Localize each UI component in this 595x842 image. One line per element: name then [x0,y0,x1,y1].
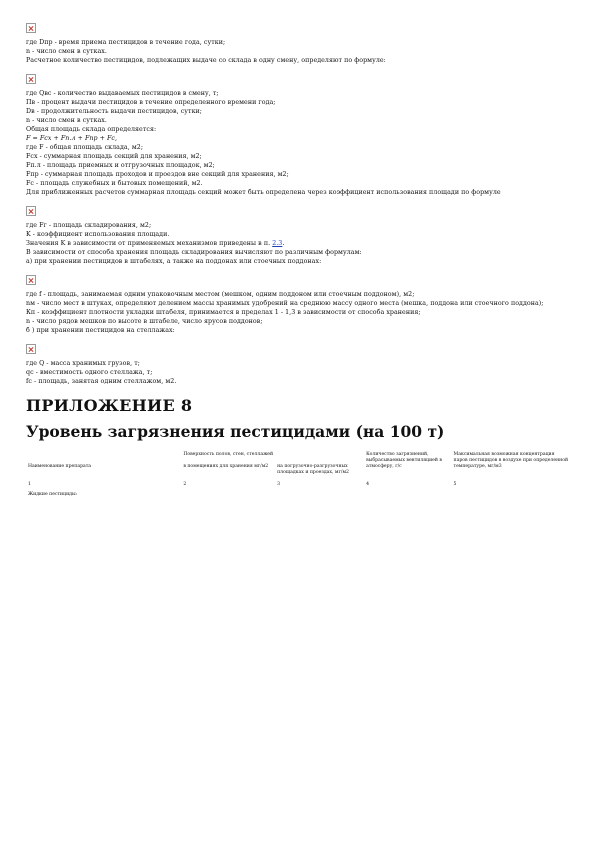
text-line: Расчетное количество пестицидов, подлежащих выдаче со склада в одну смену, определяют по формуле: [26,57,386,64]
broken-image-icon [26,275,36,285]
document-page [26,14,571,498]
broken-image-icon [26,206,36,216]
text-line: где Qвс - количество выдаваемых пестицидов в смену, т; [26,90,219,97]
text-line: Dв - продолжительность выдачи пестицидов, сутки; [26,108,202,115]
formula-image-4 [26,270,571,290]
text-line: K - коэффициент использования площади. [26,231,170,238]
table-cell: 5 [453,482,457,487]
text-line: n - число смен в сутках. [26,48,107,55]
table-cell: 4 [366,482,370,487]
table-header-cell [181,452,275,476]
text-line: Fп.л - площадь приемных и отгрузочных площадок, м2; [26,162,215,169]
formula-image-5 [26,339,571,359]
table-number-row [26,476,571,488]
formula-image-1 [26,18,571,38]
table-header-group: Поверхность полов, стен, стеллажей [183,452,274,457]
text-line: б ) при хранении пестицидов на стеллажах: [26,327,175,334]
table-cell: Жидкие пестициды: [28,492,78,497]
text-line: qс - вместимость одного стеллажа, т; [26,369,153,376]
text-line: Пв - процент выдачи пестицидов в течение определенного времени года; [26,99,276,106]
text-line: Fс - площадь служебных и бытовых помещений, м2. [26,180,203,187]
table-cell: 1 [28,482,31,487]
formula-image-3 [26,201,571,221]
table-header-sub: в помещениях для хранения мг/м2 [183,464,269,469]
text-line: где f - площадь, занимаемая одним упаковочным местом (мешком, одним поддоном или стоечным поддоном), м2; [26,291,415,298]
text-line: Общая площадь склада определяется: [26,126,157,133]
broken-image-icon [26,344,36,354]
table-header-cell: Количество загрязнений, выбрасываемых вентиляцией в атмосферу, г/с [366,452,442,469]
text-line: где Fг - площадь складирования, м2; [26,222,152,229]
table-header-cell: Максимальная возможная концентрация паров пестицидов в воздухе при определенной температуре, мг/м3 [453,452,569,469]
text-line: В зависимости от способа хранения площадь складирования вычисляют по различным формулам: [26,249,362,256]
text-fragment: . [282,240,285,247]
table-header-cell: на погрузочно-разгрузочных площадках и проездах, мг/м2 [277,464,349,475]
text-line: nм - число мест в штуках, определяют делением массы хранимых удобрений на среднюю массу одного места (мешка, поддона или стоечного поддона); [26,300,544,307]
formula-image-2 [26,69,571,89]
text-line: n - число смен в сутках. [26,117,107,124]
text-fragment: Значения K в зависимости от применяемых механизмов приведены в п. [26,240,271,247]
text-line: Fсх - суммарная площадь секций для хранения, м2; [26,153,202,160]
table-header-cell: Наименование препарата [28,464,92,469]
text-line: Fпр - суммарная площадь проходов и проездов вне секций для хранения, м2; [26,171,289,178]
broken-image-icon [26,23,36,33]
text-line: где Q - масса хранимых грузов, т; [26,360,140,367]
text-line: n - число рядов мешков по высоте в штабеле, число ярусов поддонов; [26,318,263,325]
text-line: fс - площадь, занятая одним стеллажом, м2. [26,378,177,385]
pollution-table [26,452,571,498]
text-line [26,239,571,248]
section-link[interactable]: 2.3 [272,240,283,247]
appendix-title: ПРИЛОЖЕНИЕ 8 [26,396,193,415]
text-line: а) при хранении пестицидов в штабелях, а также на поддонах или стоечных поддонах: [26,258,322,265]
broken-image-icon [26,74,36,84]
table-row [26,488,571,498]
text-line: Для приближенных расчетов суммарная площадь секций может быть определена через коэффициент использования площади по формуле [26,189,501,196]
table-cell: 2 [183,482,187,487]
appendix-subtitle: Уровень загрязнения пестицидами (на 100 т) [26,422,445,441]
text-line: Кп - коэффициент плотности укладки штабеля, принимается в пределах 1 - 1,3 в зависимости от способа хранения; [26,309,421,316]
formula-text: F = Fсх + Fп.л + Fпр + Fс, [26,135,118,142]
table-cell: 3 [277,482,281,487]
text-line: где Dпр - время приема пестицидов в течение года, сутки; [26,39,226,46]
text-line: где F - общая площадь склада, м2; [26,144,143,151]
table-header-row [26,452,571,476]
